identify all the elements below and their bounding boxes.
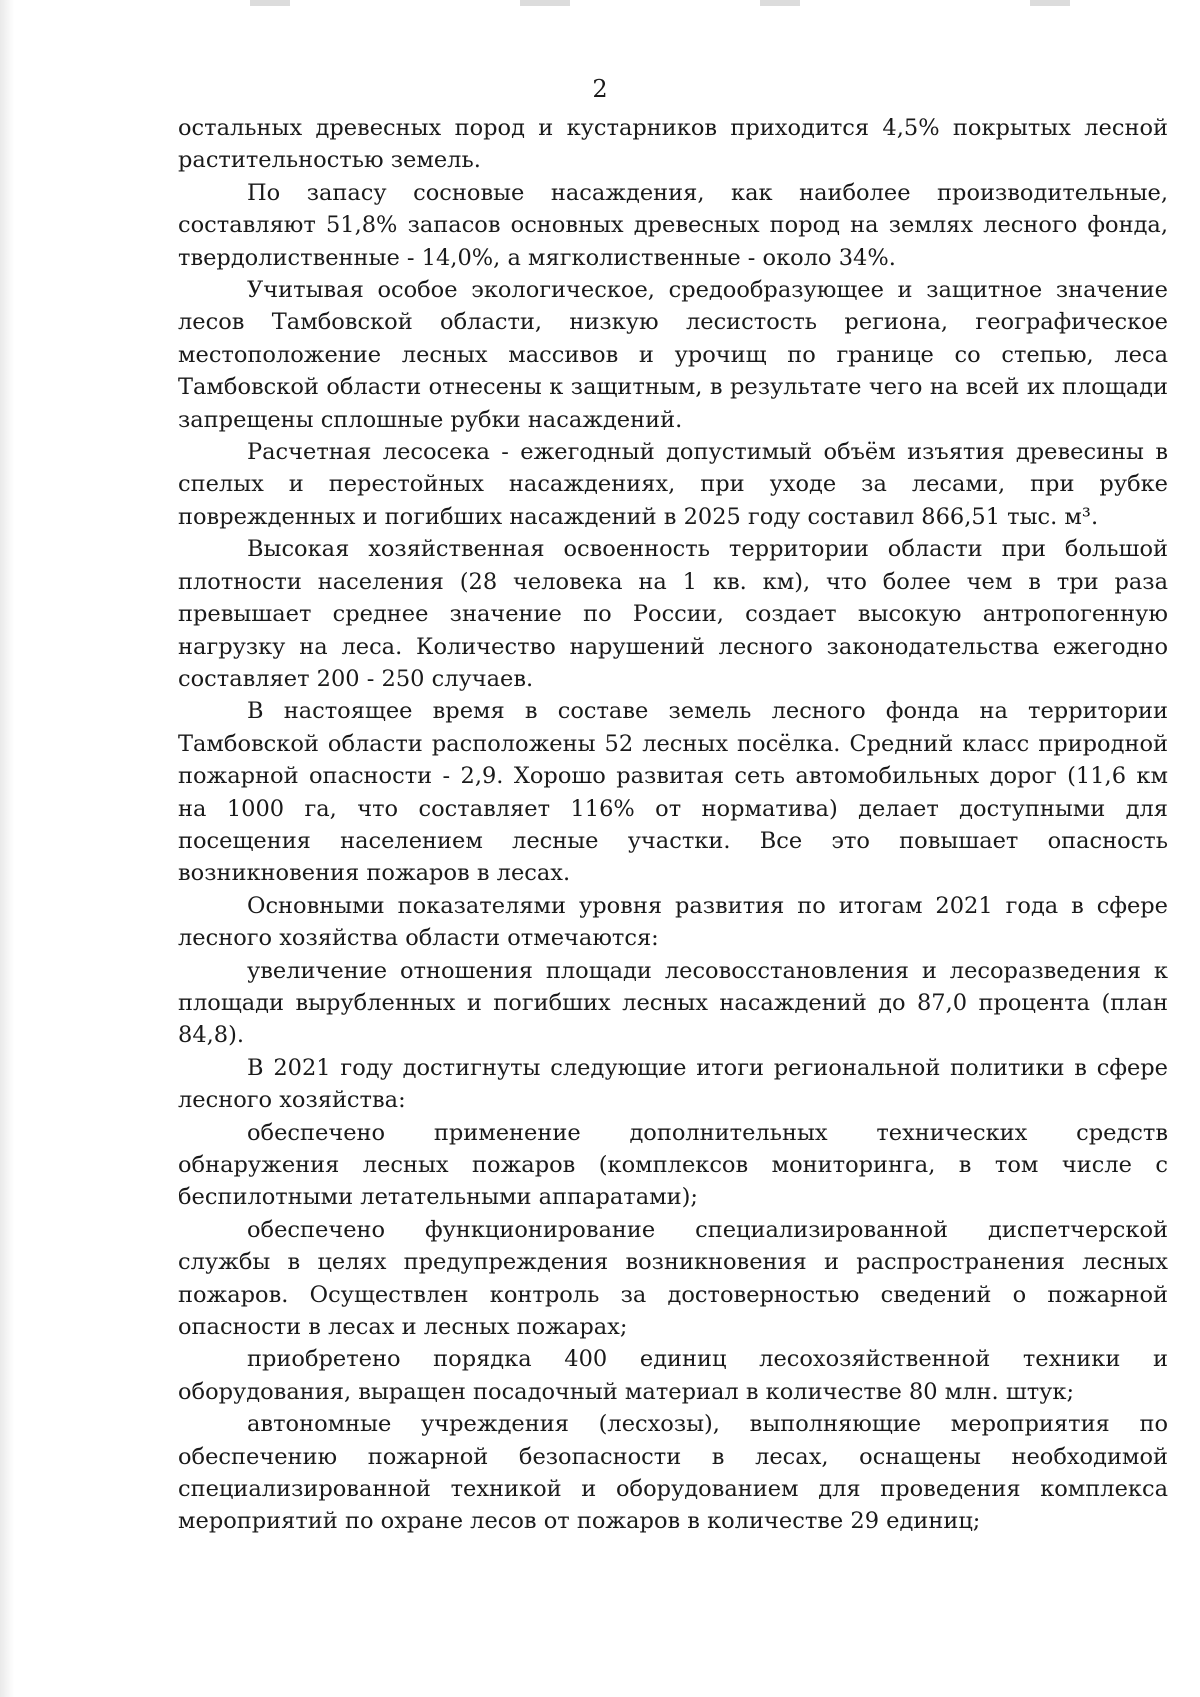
scan-mark [760,0,800,6]
paragraph: Основными показателями уровня развития по итогам 2021 года в сфере лесного хозяйства области отмечаются: [178,892,1168,952]
list-item: обеспечено применение дополнительных технических средств обнаружения лесных пожаров (комплексов мониторинга, в том числе с беспилотными летательными аппаратами); [178,1119,1168,1211]
list-item: обеспечено функционирование специализированной диспетчерской службы в целях предупреждения возникновения и распространения лесных пожаров. Осуществлен контроль за достоверностью сведений о пожарной опасности в лесах и лесных пожарах; [178,1216,1168,1341]
page-number: 2 [592,75,608,103]
paragraph: В настоящее время в составе земель лесного фонда на территории Тамбовской области расположены 52 лесных посёлка. Средний класс природной пожарной опасности - 2,9. Хорошо развитая сеть автомобильных дорог (11,6 км на 1000 га, что составляет 116% от норматива) делает доступными для посещения населением лесные участки. Все это повышает опасность возникновения пожаров в лесах. [178,698,1168,887]
scan-mark [520,0,570,6]
list-item: увеличение отношения площади лесовосстановления и лесоразведения к площади вырубленных и погибших лесных насаждений до 87,0 процента (план 84,8). [178,957,1168,1049]
list-item: автономные учреждения (лесхозы), выполняющие мероприятия по обеспечению пожарной безопасности в лесах, оснащены необходимой специализированной техникой и оборудованием для проведения комплекса мероприятий по охране лесов от пожаров в количестве 29 единиц; [178,1411,1168,1535]
paragraph: Учитывая особое экологическое, средообразующее и защитное значение лесов Тамбовской области, низкую лесистость региона, географическое местоположение лесных массивов и урочищ по границе со степью, леса Тамбовской области отнесены к защитным, в результате чего на всей их площади запрещены сплошные рубки насаждений. [178,277,1168,433]
paragraph: остальных древесных пород и кустарников приходится 4,5% покрытых лесной растительностью земель. [178,115,1168,174]
paragraph: В 2021 году достигнуты следующие итоги региональной политики в сфере лесного хозяйства: [178,1054,1168,1114]
paragraph: Расчетная лесосека - ежегодный допустимый объём изъятия древесины в спелых и перестойных насаждениях, при уходе за лесами, при рубке поврежденных и погибших насаждений в 2025 году составил 866,51 тыс. м³. [178,439,1168,530]
scan-edge-shadow [0,0,14,1697]
list-item: приобретено порядка 400 единиц лесохозяйственной техники и оборудования, выращен посадочный материал в количестве 80 млн. штук; [178,1346,1168,1405]
document-body [178,112,1168,1538]
paragraph: По запасу сосновые насаждения, как наиболее производительные, составляют 51,8% запасов основных древесных пород на землях лесного фонда, твердолиственные - 14,0%, а мягколиственные - около 34%. [178,179,1168,271]
paragraph: Высокая хозяйственная освоенность территории области при большой плотности населения (28 человека на 1 кв. км), что более чем в три раза превышает среднее значение по России, создает высокую антропогенную нагрузку на леса. Количество нарушений лесного законодательства ежегодно составляет 200 - 250 случаев. [178,536,1168,692]
scan-mark [1030,0,1070,6]
scan-mark [250,0,290,6]
